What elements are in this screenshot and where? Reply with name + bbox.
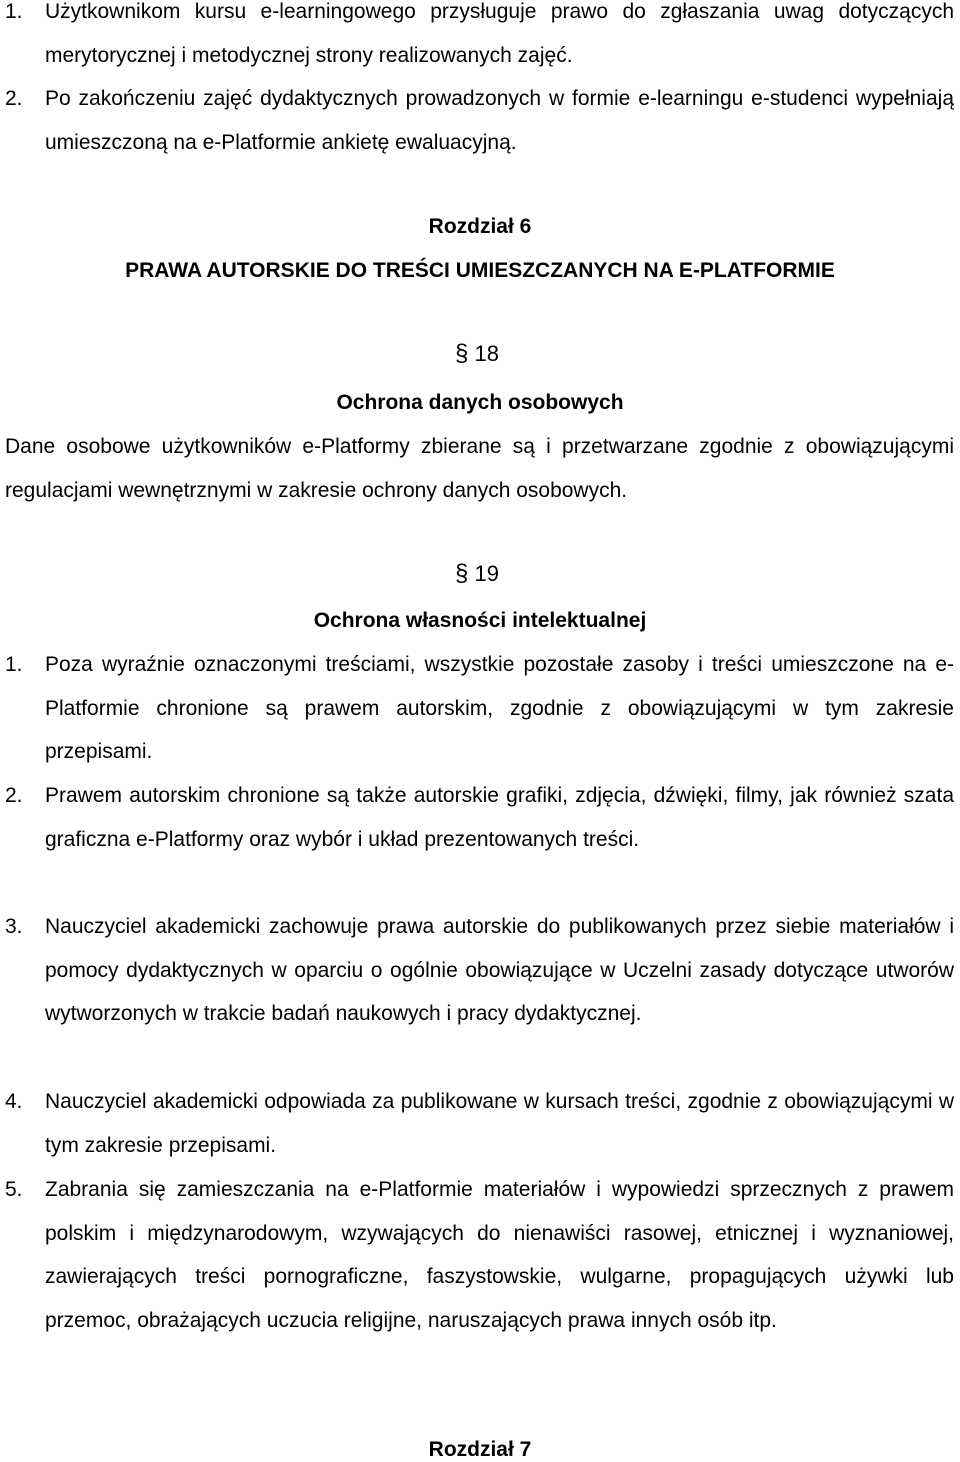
list-text: Nauczyciel akademicki zachowuje prawa autorskie do publikowanych przez siebie materiałów i pomocy dydaktycznych w oparciu o ogólnie obowiązujące w Uczelni zasady dotyczące utworów wytworzonych w trakcie badań naukowych i pracy dydaktycznej.	[45, 915, 954, 1025]
section-18-heading: Ochrona danych osobowych	[336, 391, 624, 414]
list-number: 2.	[5, 784, 23, 807]
list-text: Prawem autorskim chronione są także autorskie grafiki, zdjęcia, dźwięki, filmy, jak również szata graficzna e-Platformy oraz wybór i układ prezentowanych treści.	[45, 784, 954, 851]
chapter-6-subtitle: PRAWA AUTORSKIE DO TREŚCI UMIESZCZANYCH NA E-PLATFORMIE	[125, 259, 835, 282]
list-number: 1.	[5, 653, 23, 676]
list-text: Użytkownikom kursu e-learningowego przysługuje prawo do zgłaszania uwag dotyczących merytorycznej i metodycznej strony realizowanych zajęć.	[45, 0, 954, 67]
chapter-6-title: Rozdział 6	[428, 215, 532, 238]
section-18-text: Dane osobowe użytkowników e-Platformy zbierane są i przetwarzane zgodnie z obowiązującymi regulacjami wewnętrznymi w zakresie ochrony danych osobowych.	[5, 435, 954, 502]
list-text: Zabrania się zamieszczania na e-Platformie materiałów i wypowiedzi sprzecznych z prawem polskim i międzynarodowym, wzywających do nienawiści rasowej, etnicznej i wyznaniowej, zawierających treści pornograficzne, faszystowskie, wulgarne, propagujących używki lub przemoc, obrażających uczucia religijne, naruszających prawa innych osób itp.	[45, 1178, 954, 1332]
section-18-number	[455, 340, 499, 368]
list-number: 3.	[5, 915, 23, 938]
list-number: 5.	[5, 1178, 23, 1201]
list-number: 4.	[5, 1090, 23, 1113]
section-19-number	[455, 560, 499, 588]
section-symbol: §	[455, 560, 469, 587]
list-number: 1.	[5, 0, 23, 23]
section-number: 18	[474, 341, 499, 366]
chapter-7-title: Rozdział 7	[428, 1438, 532, 1461]
section-symbol: §	[455, 340, 469, 367]
list-text: Nauczyciel akademicki odpowiada za publikowane w kursach treści, zgodnie z obowiązującymi w tym zakresie przepisami.	[45, 1090, 954, 1157]
list-number: 2.	[5, 87, 23, 110]
section-19-heading: Ochrona własności intelektualnej	[313, 609, 647, 632]
list-text: Poza wyraźnie oznaczonymi treściami, wszystkie pozostałe zasoby i treści umieszczone na e-Platformie chronione są prawem autorskim, zgodnie z obowiązującymi w tym zakresie przepisami.	[45, 653, 954, 763]
list-text: Po zakończeniu zajęć dydaktycznych prowadzonych w formie e-learningu e-studenci wypełniają umieszczoną na e-Platformie ankietę ewaluacyjną.	[45, 87, 954, 154]
section-number: 19	[474, 561, 499, 586]
